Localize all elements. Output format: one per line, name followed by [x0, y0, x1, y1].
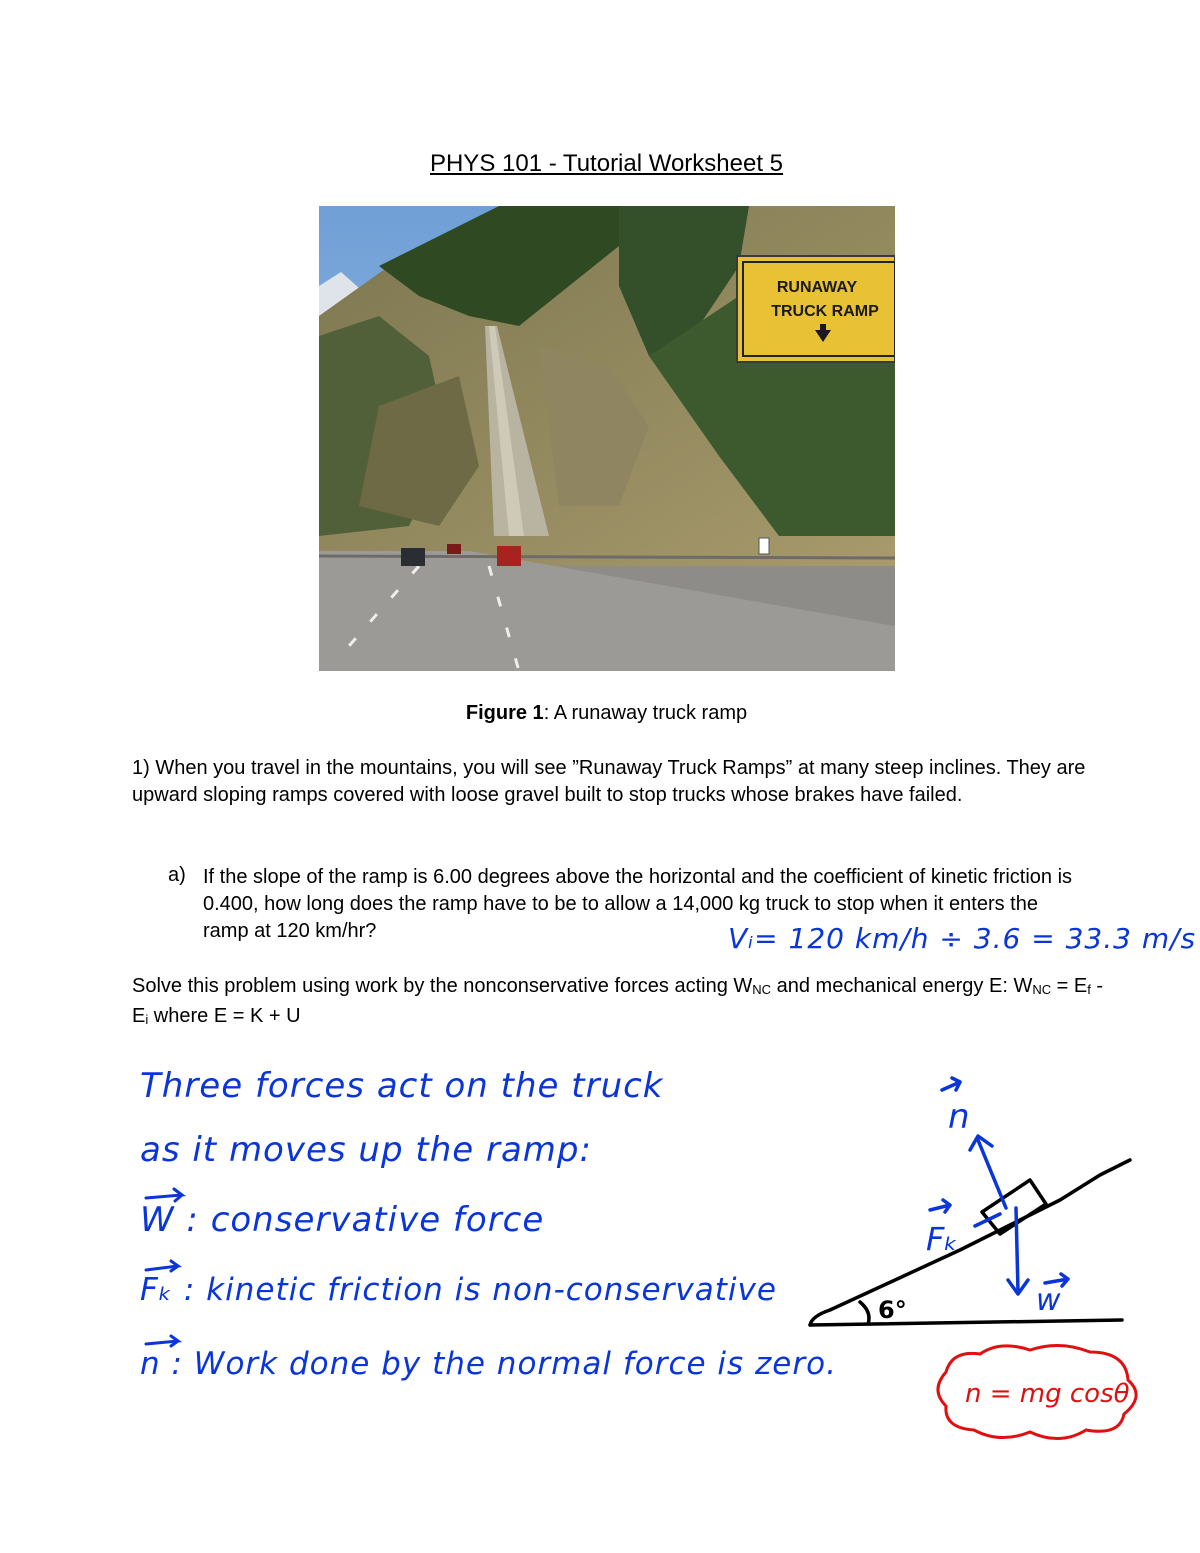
angle-label: 6°: [878, 1296, 907, 1324]
solve-sub-4: i: [145, 1012, 149, 1027]
solve-text-1: Solve this problem using work by the nonconservative forces acting W: [132, 975, 753, 997]
weight-force-label: w: [1036, 1283, 1061, 1318]
figure-caption-text: : A runaway truck ramp: [543, 702, 748, 724]
sign-line-1: RUNAWAY: [776, 279, 858, 296]
problem-intro: 1) When you travel in the mountains, you will see ”Runaway Truck Ramps” at many steep inclines. They are upward sloping ramps covered with loose gravel built to stop trucks whose brakes have failed.: [132, 757, 1086, 806]
solve-text-3: = E: [1051, 975, 1088, 997]
handwritten-velocity-note: Vᵢ= 120 km/h ÷ 3.6 = 33.3 m/s: [728, 922, 1197, 955]
handwritten-line-3: W : conservative force: [140, 1200, 545, 1240]
handwritten-line-2: as it moves up the ramp:: [140, 1130, 592, 1170]
sign-line-2: TRUCK RAMP: [771, 303, 879, 320]
friction-force-label: Fₖ: [926, 1220, 959, 1258]
solve-text-4: - E: [132, 975, 1104, 1027]
handwritten-line-1: Three forces act on the truck: [140, 1066, 664, 1106]
solve-sub-1: NC: [752, 982, 772, 997]
handwritten-line-4: Fₖ : kinetic friction is non-conservative: [140, 1272, 777, 1308]
page-title: PHYS 101 - Tutorial Worksheet 5: [429, 150, 784, 177]
part-a-label: a): [168, 864, 186, 886]
normal-force-label: n: [948, 1097, 970, 1137]
solve-text-5: where E = K + U: [148, 1005, 301, 1027]
normal-force-formula: n = mg cosθ: [965, 1379, 1130, 1409]
figure-caption-label: Figure 1: [465, 702, 544, 724]
solve-sub-2: NC: [1032, 982, 1052, 997]
solve-sub-3: f: [1087, 982, 1091, 997]
handwritten-line-5: n : Work done by the normal force is zero.: [140, 1346, 837, 1382]
part-a-question: If the slope of the ramp is 6.00 degrees above the horizontal and the coefficient of kinetic friction is 0.400, how long does the ramp have to be to allow a 14,000 kg truck to stop when it enters the ramp at 120 km/hr?: [203, 866, 1073, 942]
solve-text-2: and mechanical energy E: W: [771, 975, 1033, 997]
